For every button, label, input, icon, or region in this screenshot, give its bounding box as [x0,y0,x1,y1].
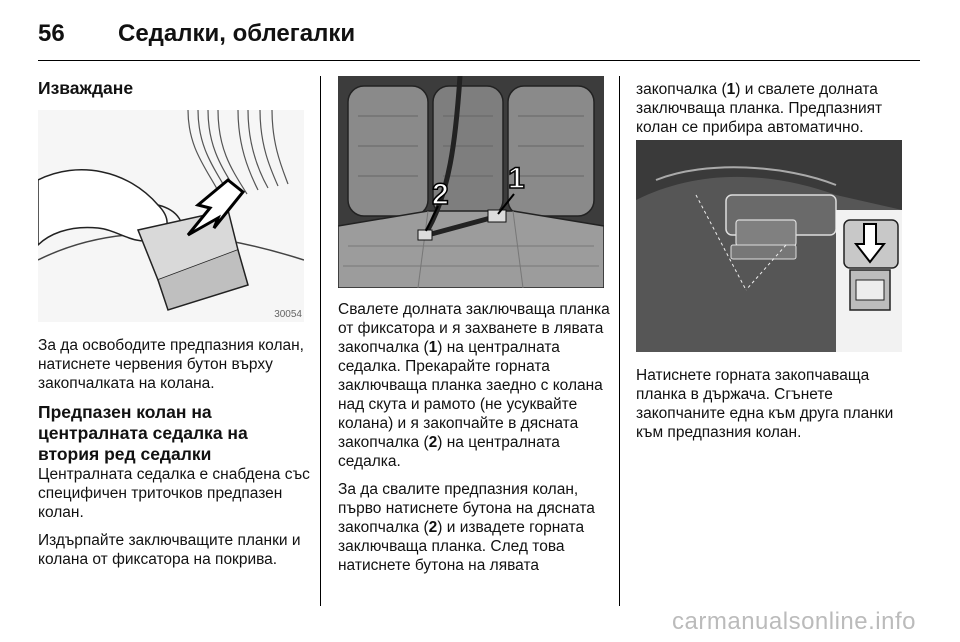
text-run: закопчалка ( [636,81,727,98]
page-number: 56 [38,20,65,47]
paragraph-center-seat: Централната седалка е снабдена със специфичен триточков предпазен колан. [38,466,310,521]
text-run: За да свалите предпазния колан, първо натиснете бутона на дясната закопчалка ( [338,481,595,536]
plate-holder-illustration [636,140,902,352]
paragraph-release: За да освободите предпазния колан, натиснете червения бутон върху закопчалката на колана. [38,337,304,392]
column-3-text-bottom [636,366,912,451]
figure-rear-seats [338,76,604,288]
text-run: ) и извадете горната заключваща планка. След това натиснете бутона на лявата [338,519,585,574]
ref-2: 2 [428,434,438,451]
header-rule [38,60,920,61]
column-1-text [38,336,310,578]
ref-1: 1 [428,339,438,356]
paragraph-fasten-center [338,300,610,471]
figure-code: 30054 [274,309,302,320]
column-2-text [338,300,610,584]
ref-1: 1 [726,81,736,98]
ref-2: 2 [428,519,438,536]
text-run: Свалете долната заключваща планка от фиксатора и я захванете в лявата закопчалка ( [338,301,610,356]
callout-2: 2 [432,178,449,211]
paragraph-remove-continued [636,80,912,137]
figure-plate-holder [636,140,902,352]
chapter-title: Седалки, облегалки [118,20,356,47]
figure-buckle-release [38,110,304,322]
text-run: ) на централната седалка. Прекарайте горната заключваща планка заедно с колана над скута и рамото (не усуквайте колана) и я закопчайте в дясната закопчалка ( [338,339,603,451]
text-run: ) и свалете долната заключваща планка. Предпазният колан се прибира автоматично. [636,81,883,136]
section-heading-center-belt: Предпазен колан на централната седалка на втория ред седалки [38,402,248,464]
paragraph-remove-center [338,480,610,575]
watermark: carmanualsonline.info [672,608,916,635]
page-header [38,20,920,60]
paragraph-pull-plates: Издърпайте заключващите планки и колана от фиксатора на покрива. [38,532,301,568]
rear-seats-illustration [338,76,604,288]
paragraph-stow-plates: Натиснете горната закопчаваща планка в държача. Сгънете закопчаните една към друга планки към предпазния колан. [636,367,894,441]
text-run: ) на централната седалка. [338,434,560,470]
section-heading-extract: Изваждане [38,78,134,98]
column-divider-right [619,76,620,606]
callout-1: 1 [508,162,525,195]
column-3-text-top [636,80,912,146]
column-divider-left [320,76,321,606]
buckle-release-illustration [38,110,304,322]
